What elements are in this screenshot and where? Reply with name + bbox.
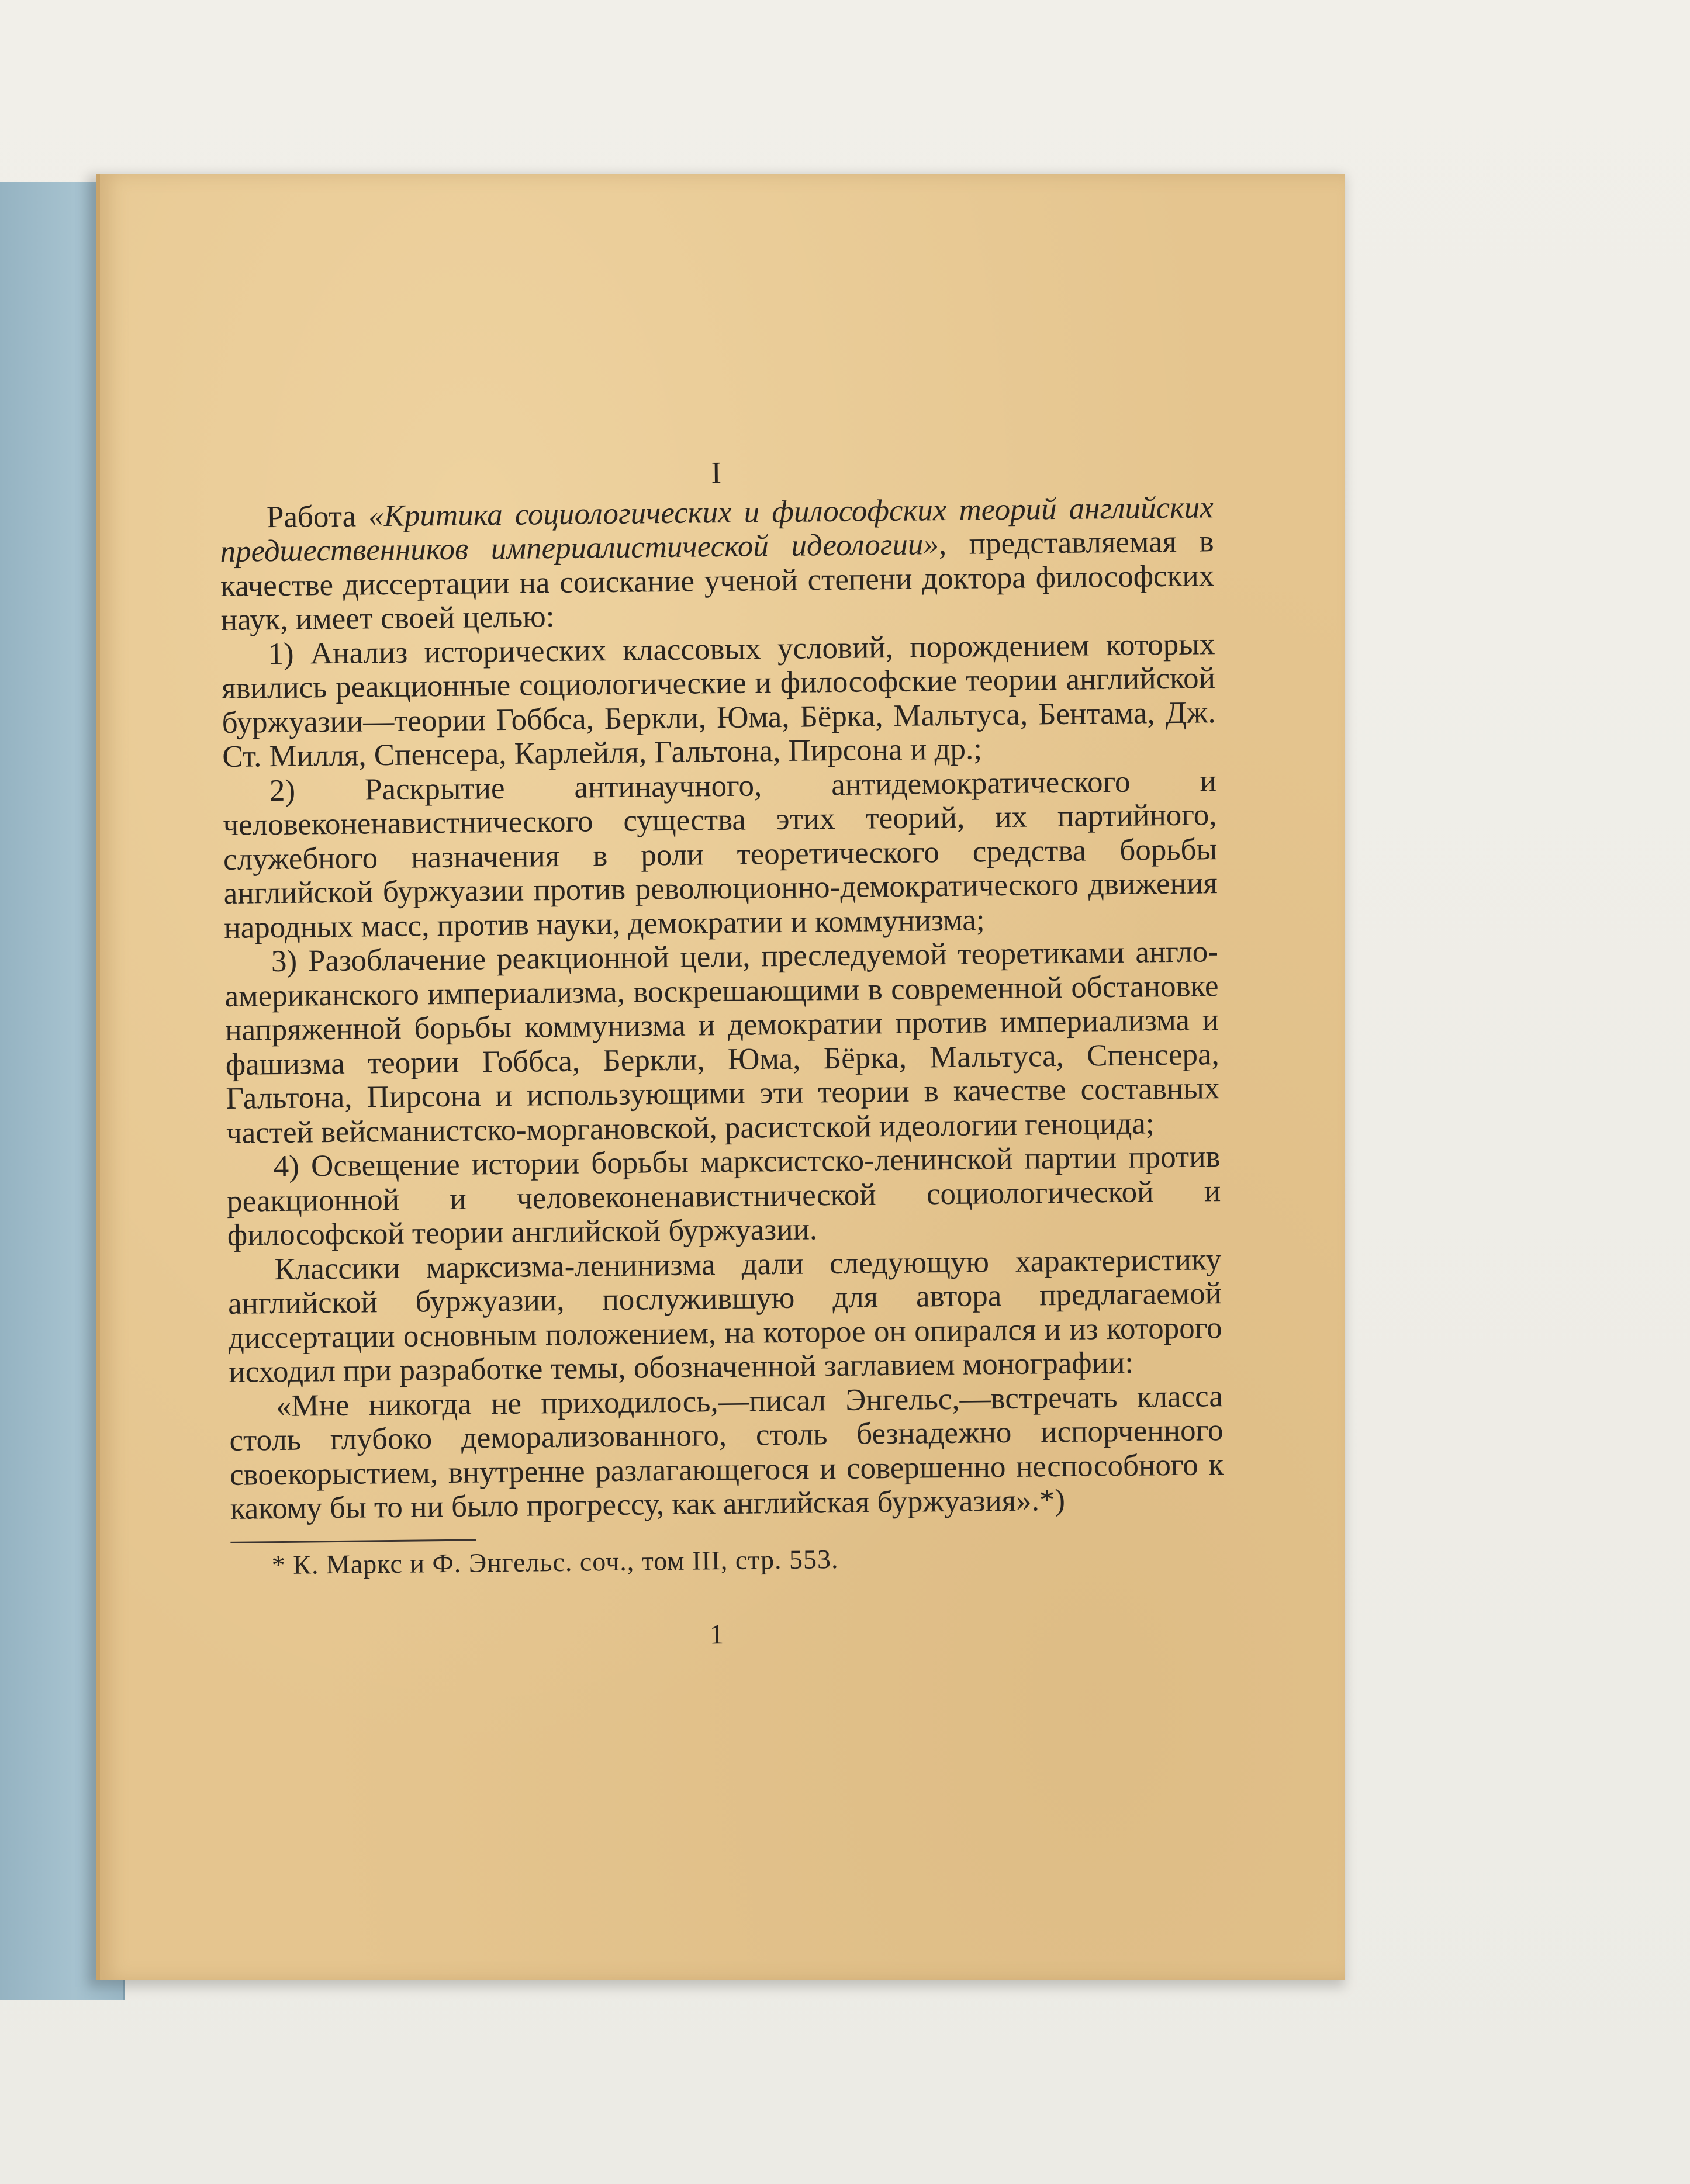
- footnote-divider: [230, 1539, 476, 1543]
- section-numeral: I: [711, 456, 722, 490]
- page-text: [219, 451, 1225, 1657]
- dissertation-title: «Критика социологических и философских теорий английских предшественников империалистической идеологии»: [220, 490, 1214, 569]
- goal-item-2: 2) Раскрытие антинаучного, антидемократического и человеконенавистнического существа этих теорий, их партийного, служебного назначения в роли теоретического средства борьбы английской буржуазии против революционно-демократического движения народных масс, против науки, демократии и коммунизма;: [223, 763, 1218, 945]
- goal-item-3: 3) Разоблачение реакционной цели, преследуемой теоретиками англо-американского империализма, воскрешающими в современной обстановке напряженной борьбы коммунизма и демократии против империализма и фашизма теории Гоббса, Беркли, Юма, Бёрка, Мальтуса, Спенсера, Гальтона, Пирсона и использующими эти теории в качестве составных частей вейсманистско-моргановской, расистской идеологии геноцида;: [224, 934, 1220, 1150]
- intro-rest: , представляемая в качестве диссертации на соискание ученой степени доктора философских наук, имеет своей целью:: [220, 524, 1215, 637]
- engels-quote: «Мне никогда не приходилось,—писал Энгельс,—встречать класса столь глубоко деморализованного, столь безнадежно испорченного своекорыстием, внутренне разлагающегося и совершенно неспособного к какому бы то ни было прогрессу, как английская буржуазия».*): [229, 1379, 1224, 1526]
- footnote: * К. Маркс и Ф. Энгельс. соч., том III, стр. 553.: [271, 1543, 839, 1580]
- page-number: 1: [709, 1618, 724, 1650]
- classics-paragraph: Классики марксизма-ленинизма дали следующую характеристику английской буржуазии, послужившую для автора предлагаемой диссертации основным положением, на которое он опирался и из которого исходил при разработке темы, обозначенной заглавием монографии:: [227, 1242, 1222, 1389]
- intro-lead: Работа: [266, 499, 369, 534]
- intro-paragraph: [220, 490, 1215, 638]
- goal-item-1: 1) Анализ исторических классовых условий, порождением которых явились реакционные социологические и философские теории английской буржуазии—теории Гоббса, Беркли, Юма, Бёрка, Мальтуса, Бентама, Дж. Ст. Милля, Спенсера, Карлейля, Гальтона, Пирсона и др.;: [221, 627, 1216, 774]
- goal-item-4: 4) Освещение истории борьбы марксистско-ленинской партии против реакционной и человеконенавистнической социологической и философской теории английской буржуазии.: [226, 1140, 1221, 1252]
